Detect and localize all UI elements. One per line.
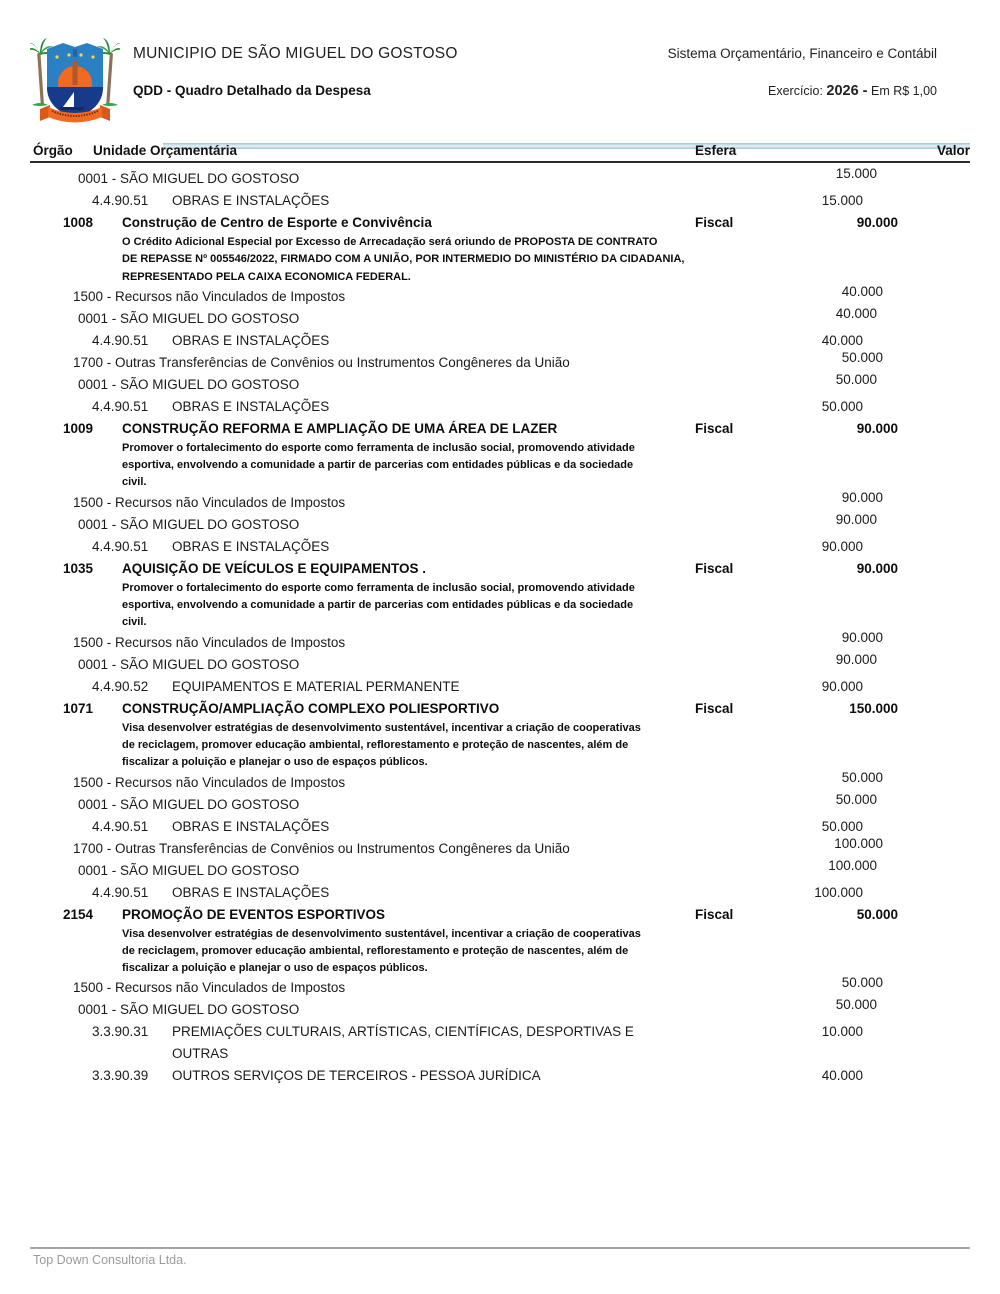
row-value: 40.000 — [821, 1068, 863, 1084]
program-description — [122, 234, 722, 286]
municipal-coat-of-arms-icon — [30, 35, 120, 130]
program-code: 2154 — [63, 906, 94, 922]
element-code: 4.4.90.51 — [92, 193, 149, 208]
element-name: OBRAS E INSTALAÇÕES — [172, 538, 330, 554]
exercise-label: Exercício: — [768, 84, 823, 98]
program-description — [122, 720, 722, 772]
budget-unit-row — [33, 168, 937, 190]
row-label: 1500 - Recursos não Vinculados de Impostos — [73, 288, 346, 304]
program-description — [122, 926, 722, 978]
element-name: OBRAS E INSTALAÇÕES — [172, 818, 330, 834]
element-name: OBRAS E INSTALAÇÕES — [172, 398, 330, 414]
program-row — [33, 418, 937, 440]
element-code: 4.4.90.52 — [92, 678, 149, 694]
row-value: 90.000 — [841, 629, 883, 645]
row-value: 40.000 — [835, 305, 877, 321]
element-name: PREMIAÇÕES CULTURAIS, ARTÍSTICAS, CIENTÍFICAS, DESPORTIVAS E OUTRAS — [172, 1024, 634, 1062]
element-code: 4.4.90.51 — [92, 884, 149, 900]
program-description-line: civil. — [122, 476, 147, 489]
funding-source-row — [33, 835, 937, 860]
program-description-line: Promover o fortalecimento do esporte como ferramenta de inclusão social, promovendo atividade — [122, 441, 635, 454]
program-description-line: Visa desenvolver estratégias de desenvolvimento sustentável, incentivar a criação de cooperativas — [122, 721, 641, 734]
program-description-line: fiscalizar a poluição e planejar o uso de espaços públicos. — [122, 962, 428, 975]
element-code: 4.4.90.51 — [92, 818, 149, 834]
row-label: 1500 - Recursos não Vinculados de Impostos — [73, 774, 346, 790]
row-value: 50.000 — [821, 398, 863, 414]
report-title: QDD - Quadro Detalhado da Despesa — [133, 83, 371, 98]
program-description-line: civil. — [122, 616, 147, 629]
row-value: 40.000 — [821, 332, 863, 348]
element-code: 4.4.90.51 — [92, 398, 149, 414]
budget-unit-row — [33, 511, 937, 536]
shield — [47, 43, 103, 118]
esfera-value: Fiscal — [695, 420, 734, 436]
row-value: 50.000 — [856, 906, 898, 922]
budget-unit-row — [33, 305, 937, 330]
currency-note: Em R$ 1,00 — [870, 84, 937, 98]
program-description-line: DE REPASSE Nº 005546/2022, FIRMADO COM A UNIÃO, POR INTERMEDIO DO MINISTÉRIO DA CIDADANIA, — [122, 253, 685, 266]
row-value: 100.000 — [834, 835, 883, 851]
column-header-esfera: Esfera — [695, 143, 737, 158]
row-label: 0001 - SÃO MIGUEL DO GOSTOSO — [78, 376, 300, 392]
element-name: OBRAS E INSTALAÇÕES — [172, 332, 330, 348]
expense-element-row — [33, 1065, 937, 1087]
row-value: 90.000 — [841, 489, 883, 505]
program-description — [122, 440, 722, 492]
element-code: 3.3.90.31 — [92, 1024, 149, 1040]
program-code: 1035 — [63, 560, 94, 576]
funding-source-row — [33, 629, 937, 654]
budget-unit-row — [33, 999, 937, 1021]
element-name: OBRAS E INSTALAÇÕES — [172, 193, 330, 208]
table-header — [30, 143, 970, 163]
row-value: 50.000 — [835, 997, 877, 1013]
row-label: 1700 - Outras Transferências de Convênios ou Instrumentos Congêneres da União — [73, 354, 570, 370]
program-description-line: REPRESENTADO PELA CAIXA ECONOMICA FEDERAL. — [122, 270, 411, 283]
program-row — [33, 558, 937, 580]
funding-source-row — [33, 769, 937, 794]
program-description-line: O Crédito Adicional Especial por Excesso de Arrecadação será oriundo de PROPOSTA DE CONTRATO — [122, 236, 658, 248]
esfera-value: Fiscal — [695, 560, 734, 576]
row-value: 90.000 — [821, 678, 863, 694]
row-value: 90.000 — [856, 560, 898, 576]
row-value: 50.000 — [835, 371, 877, 387]
element-name: EQUIPAMENTOS E MATERIAL PERMANENTE — [172, 678, 460, 694]
program-description-line: Promover o fortalecimento do esporte como ferramenta de inclusão social, promovendo atividade — [122, 581, 635, 594]
row-value: 100.000 — [828, 857, 877, 873]
row-label: 0001 - SÃO MIGUEL DO GOSTOSO — [78, 862, 300, 878]
row-value: 15.000 — [821, 193, 863, 208]
row-label: 0001 - SÃO MIGUEL DO GOSTOSO — [78, 656, 300, 672]
funding-source-row — [33, 489, 937, 514]
program-code: 1071 — [63, 700, 94, 716]
program-description-line: fiscalizar a poluição e planejar o uso de espaços públicos. — [122, 756, 428, 769]
row-value: 15.000 — [835, 166, 877, 181]
row-label: 0001 - SÃO MIGUEL DO GOSTOSO — [78, 310, 300, 326]
row-value: 50.000 — [835, 791, 877, 807]
element-code: 3.3.90.39 — [92, 1068, 149, 1084]
row-value: 90.000 — [856, 215, 898, 230]
element-name: OBRAS E INSTALAÇÕES — [172, 884, 330, 900]
budget-unit-row — [33, 791, 937, 816]
row-value: 50.000 — [841, 769, 883, 785]
column-header-unidade: Unidade Orçamentária — [93, 143, 238, 158]
esfera-value: Fiscal — [695, 906, 734, 922]
program-title: AQUISIÇÃO DE VEÍCULOS E EQUIPAMENTOS . — [122, 560, 427, 576]
program-description-line: esportiva, envolvendo a comunidade a partir de parcerias com entidades públicas e da sociedade — [122, 459, 634, 472]
row-label: 0001 - SÃO MIGUEL DO GOSTOSO — [78, 171, 300, 186]
esfera-value: Fiscal — [695, 700, 734, 716]
table-body — [33, 168, 937, 1087]
municipality-name: MUNICIPIO DE SÃO MIGUEL DO GOSTOSO — [133, 45, 458, 62]
element-code: 4.4.90.51 — [92, 538, 149, 554]
exercise-info — [768, 83, 937, 99]
row-value: 40.000 — [841, 283, 883, 299]
expense-element-row — [33, 676, 937, 698]
funding-source-row — [33, 977, 937, 999]
row-label: 1700 - Outras Transferências de Convênios ou Instrumentos Congêneres da União — [73, 840, 570, 856]
expense-element-row — [33, 1021, 937, 1065]
row-label: 1500 - Recursos não Vinculados de Impostos — [73, 634, 346, 650]
budget-unit-row — [33, 371, 937, 396]
program-description-line: de reciclagem, promover educação ambiental, reflorestamento e proteção de nascentes, além de — [122, 944, 629, 957]
program-code: 1009 — [63, 420, 94, 436]
program-title: CONSTRUÇÃO REFORMA E AMPLIAÇÃO DE UMA ÁREA DE LAZER — [122, 420, 558, 436]
expense-element-row — [33, 396, 937, 418]
program-description-line: esportiva, envolvendo a comunidade a partir de parcerias com entidades públicas e da sociedade — [122, 599, 634, 612]
row-value: 150.000 — [849, 700, 898, 716]
row-value: 50.000 — [821, 818, 863, 834]
program-title: PROMOÇÃO DE EVENTOS ESPORTIVOS — [122, 906, 386, 922]
row-label: 0001 - SÃO MIGUEL DO GOSTOSO — [78, 1002, 300, 1018]
program-title: CONSTRUÇÃO/AMPLIAÇÃO COMPLEXO POLIESPORTIVO — [122, 700, 500, 716]
row-label: 0001 - SÃO MIGUEL DO GOSTOSO — [78, 516, 300, 532]
element-name: OUTROS SERVIÇOS DE TERCEIROS - PESSOA JURÍDICA — [172, 1068, 541, 1084]
program-row — [33, 698, 937, 720]
row-label: 1500 - Recursos não Vinculados de Impostos — [73, 494, 346, 510]
column-header-valor: Valor — [936, 143, 970, 158]
row-value: 10.000 — [821, 1024, 863, 1040]
footer-vendor-name: Top Down Consultoria Ltda. — [33, 1253, 187, 1267]
row-value: 90.000 — [835, 511, 877, 527]
row-label: 0001 - SÃO MIGUEL DO GOSTOSO — [78, 796, 300, 812]
esfera-value: Fiscal — [695, 215, 734, 230]
row-value: 90.000 — [835, 651, 877, 667]
program-row — [33, 212, 937, 234]
budget-unit-row — [33, 651, 937, 676]
row-value: 90.000 — [856, 420, 898, 436]
expense-element-row — [33, 190, 937, 212]
expense-element-row — [33, 536, 937, 558]
program-code: 1008 — [63, 215, 94, 230]
program-row — [33, 904, 937, 926]
footer-divider — [30, 1247, 970, 1249]
row-value: 50.000 — [841, 975, 883, 991]
expense-element-row — [33, 882, 937, 904]
exercise-year: 2026 - — [826, 83, 868, 99]
row-value: 90.000 — [821, 538, 863, 554]
system-name: Sistema Orçamentário, Financeiro e Contábil — [667, 46, 937, 61]
program-description-line: de reciclagem, promover educação ambiental, reflorestamento e proteção de nascentes, além de — [122, 738, 629, 751]
funding-source-row — [33, 349, 937, 374]
expense-element-row — [33, 816, 937, 838]
row-label: 1500 - Recursos não Vinculados de Impostos — [73, 980, 346, 996]
element-code: 4.4.90.51 — [92, 332, 149, 348]
program-description-line: Visa desenvolver estratégias de desenvolvimento sustentável, incentivar a criação de cooperativas — [122, 927, 641, 940]
program-description — [122, 580, 722, 632]
expense-element-row — [33, 330, 937, 352]
funding-source-row — [33, 283, 937, 308]
report-header — [30, 35, 937, 125]
program-title: Construção de Centro de Esporte e Convivência — [122, 215, 432, 230]
budget-unit-row — [33, 857, 937, 882]
row-value: 50.000 — [841, 349, 883, 365]
column-header-orgao: Órgão — [33, 143, 73, 158]
row-value: 100.000 — [814, 884, 863, 900]
